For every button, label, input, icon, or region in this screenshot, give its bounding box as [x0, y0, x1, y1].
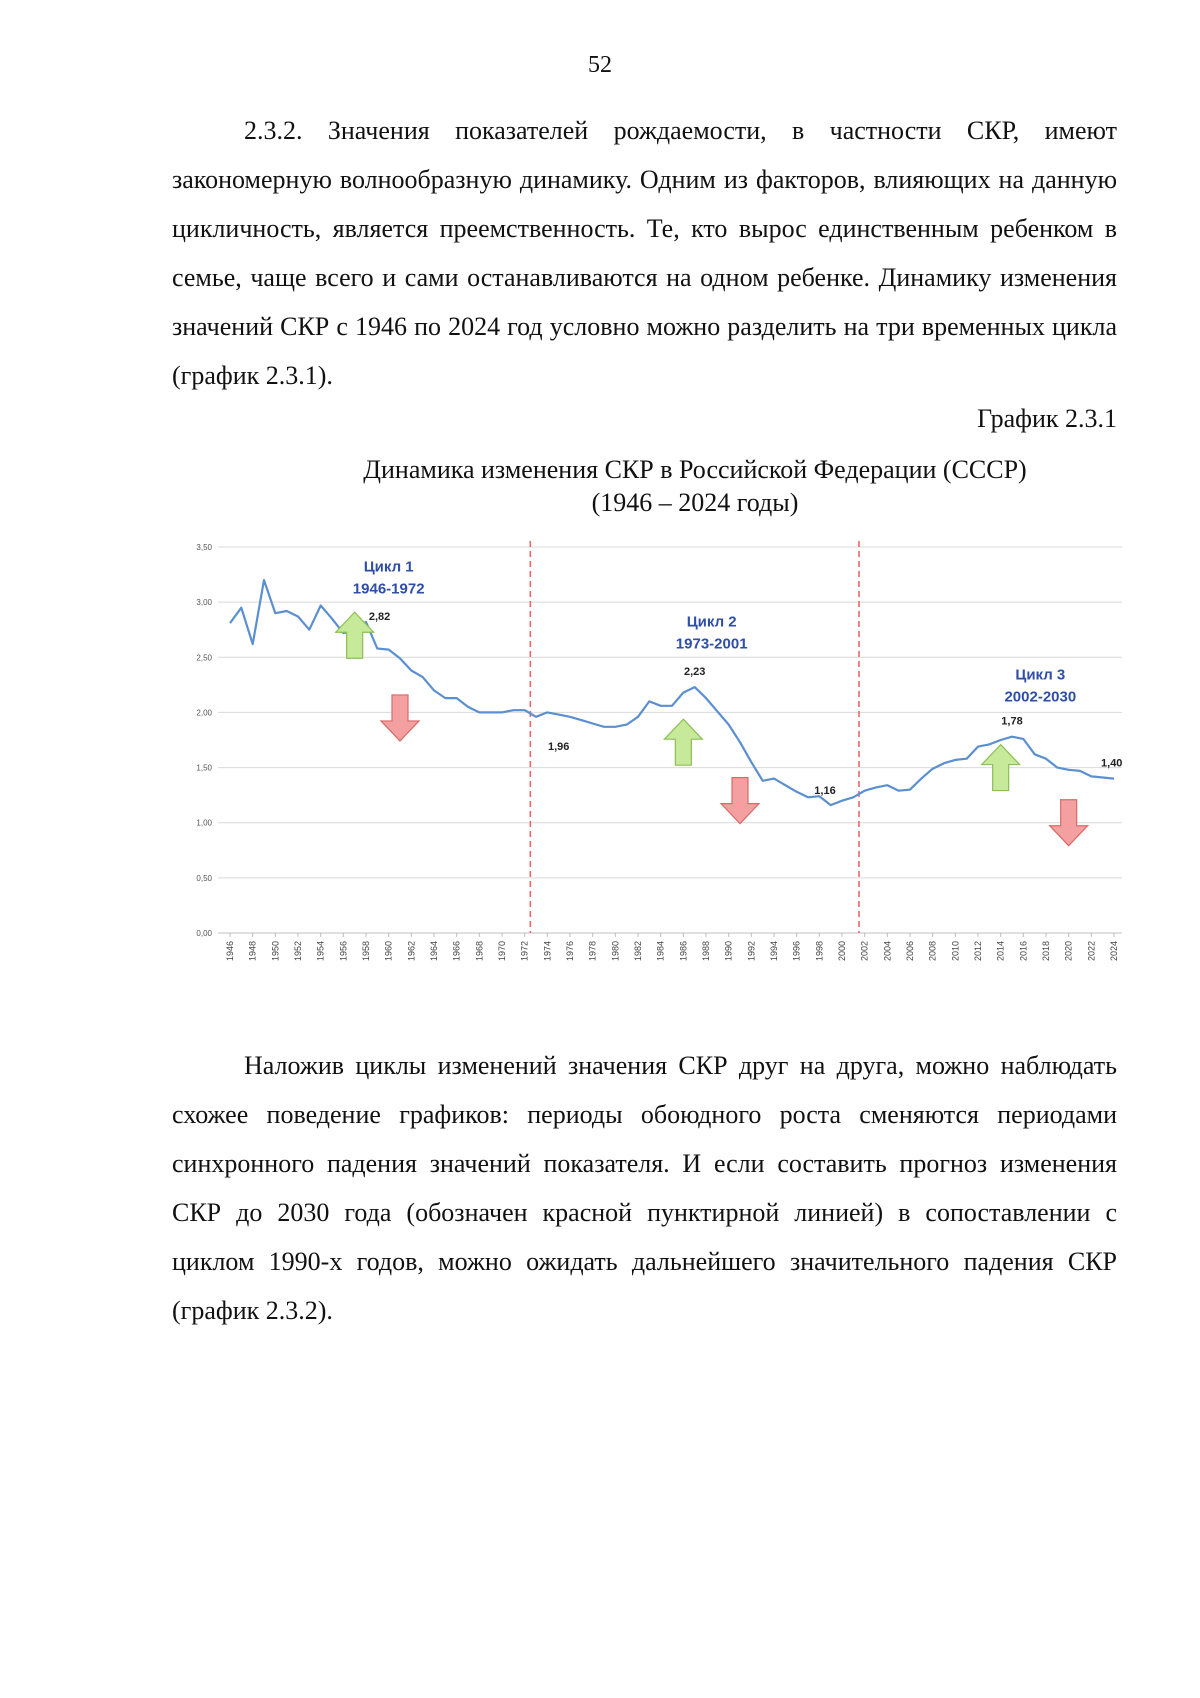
down-arrow-icon [381, 695, 419, 741]
chart-title-line1: Динамика изменения СКР в Российской Федерации (СССР) [363, 455, 1027, 484]
x-tick-label: 1964 [429, 941, 439, 962]
y-tick-label: 3,00 [196, 598, 212, 608]
cycle-label-years: 1946-1972 [352, 580, 425, 598]
x-tick-label: 2024 [1109, 941, 1119, 962]
x-tick-label: 1974 [542, 941, 553, 962]
x-tick-label: 1992 [746, 941, 757, 962]
chart-caption: График 2.3.1 [977, 404, 1117, 433]
x-tick-label: 1990 [723, 941, 734, 962]
x-tick-label: 2008 [927, 941, 938, 962]
y-tick-label: 1,50 [196, 763, 212, 773]
chart-title [230, 453, 1160, 519]
tfr-line-chart [170, 533, 1130, 1013]
y-tick-label: 3,50 [196, 543, 212, 552]
x-tick-label: 1998 [814, 941, 825, 962]
paragraph-intro [172, 106, 1117, 400]
cycle-label-name: Цикл 2 [686, 613, 737, 631]
x-tick-label: 1950 [270, 941, 281, 962]
x-tick-label: 2016 [1018, 941, 1029, 962]
cycle-label-name: Цикл 1 [363, 558, 414, 576]
data-value-label: 1,96 [547, 740, 570, 753]
x-tick-label: 2014 [995, 941, 1006, 962]
x-tick-label: 2006 [905, 941, 915, 962]
x-tick-label: 1968 [474, 941, 485, 962]
x-tick-label: 2004 [882, 941, 893, 962]
paragraph-conclusion-text: Наложив циклы изменений значения СКР друг на друга, можно наблюдать схожее поведение графиков: периоды обоюдного роста сменяются периодами синхронного падения значений показателя. И если составить прогноз изменения СКР до 2030 года (обозначен красной пунктирной линией) в сопоставлении с циклом 1990-х годов, можно ожидать дальнейшего значительного падения СКР (график 2.3.2). [172, 1051, 1117, 1325]
x-tick-label: 1962 [406, 941, 417, 962]
x-tick-label: 1970 [497, 941, 507, 962]
up-arrow-icon [664, 719, 702, 765]
y-tick-label: 0,00 [196, 929, 212, 938]
x-tick-label: 1946 [225, 941, 235, 962]
x-tick-label: 1952 [293, 941, 303, 962]
y-tick-label: 0,50 [196, 873, 212, 883]
x-tick-label: 2020 [1063, 941, 1074, 962]
x-tick-label: 2018 [1041, 941, 1051, 962]
x-tick-label: 2010 [950, 941, 961, 962]
x-tick-label: 1982 [633, 941, 643, 962]
paragraph-intro-text: 2.3.2. Значения показателей рождаемости, в частности СКР, имеют закономерную волнообразную динамику. Одним из факторов, влияющих на данную цикличность, является преемственность. Те, кто вырос единственным ребенком в семье, чаще всего и сами останавливаются на одном ребенке. Динамику изменения значений СКР с 1946 по 2024 год условно можно разделить на три временных цикла (график 2.3.1). [172, 116, 1117, 390]
cycle-label-name: Цикл 3 [1015, 666, 1066, 684]
tfr-series-line [230, 580, 1114, 805]
x-tick-label: 1956 [338, 941, 349, 962]
x-tick-label: 2002 [859, 941, 870, 962]
x-tick-label: 2012 [973, 941, 983, 962]
x-tick-label: 2000 [837, 941, 847, 962]
x-tick-label: 1948 [247, 941, 258, 962]
x-tick-label: 1986 [678, 941, 689, 962]
x-tick-label: 1994 [769, 941, 779, 962]
x-tick-label: 1972 [519, 941, 530, 962]
x-tick-label: 2022 [1086, 941, 1097, 962]
data-value-label: 1,16 [814, 785, 836, 798]
x-tick-label: 1988 [701, 941, 711, 962]
data-value-label: 1,78 [1001, 715, 1023, 728]
y-tick-label: 2,50 [196, 653, 212, 663]
x-tick-label: 1978 [587, 941, 598, 962]
down-arrow-icon [721, 778, 759, 824]
x-tick-label: 1960 [383, 941, 394, 962]
page-number: 52 [588, 52, 612, 78]
x-tick-label: 1980 [610, 941, 621, 962]
y-tick-label: 2,00 [196, 708, 212, 718]
y-tick-label: 1,00 [196, 818, 212, 828]
x-tick-label: 1954 [315, 941, 326, 962]
x-tick-label: 1976 [565, 941, 575, 962]
x-tick-label: 1966 [451, 941, 462, 962]
cycle-label-years: 1973-2001 [675, 635, 748, 653]
data-value-label: 2,23 [683, 665, 706, 678]
paragraph-conclusion [172, 1041, 1117, 1335]
data-value-label: 1,40 [1101, 757, 1123, 770]
data-value-label: 2,82 [368, 610, 391, 623]
cycle-label-years: 2002-2030 [1004, 688, 1077, 706]
x-tick-label: 1984 [655, 941, 666, 962]
x-tick-label: 1996 [791, 941, 802, 962]
chart-title-line2: (1946 – 2024 годы) [591, 488, 799, 517]
x-tick-label: 1958 [361, 941, 371, 962]
